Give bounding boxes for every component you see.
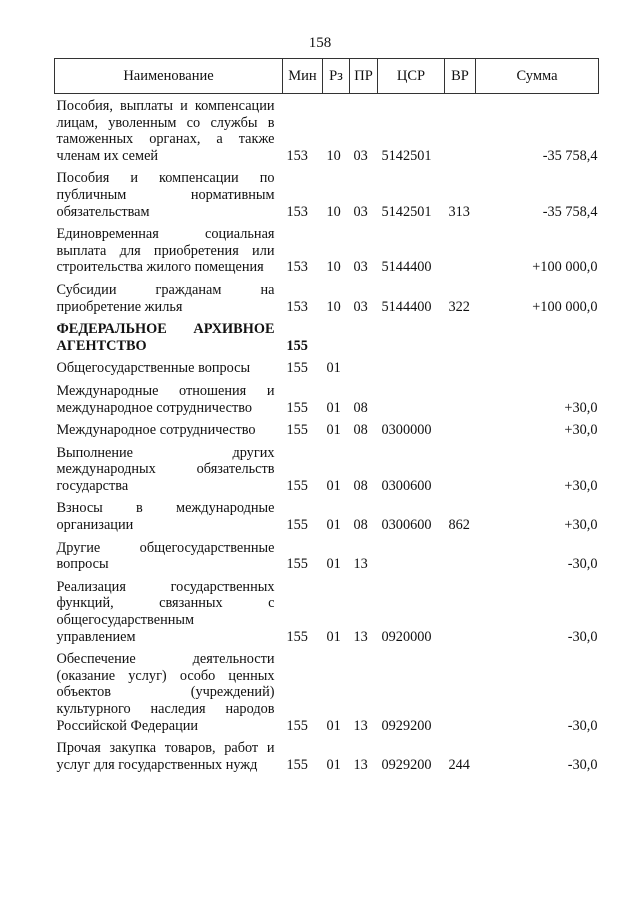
table-row: [55, 164, 599, 220]
row-sum: +30,0: [564, 399, 598, 416]
row-pr: [350, 315, 378, 354]
row-name: Международные отношения и международное сотрудничество: [56, 382, 275, 416]
row-rz: 10: [326, 147, 341, 164]
row-csr: 0920000: [381, 628, 432, 645]
row-rz: 01: [326, 717, 341, 734]
row-pr: 03: [353, 259, 368, 276]
row-min: 153: [286, 147, 308, 164]
row-rz: 10: [326, 259, 341, 276]
table-row: [55, 377, 599, 416]
table-row: [55, 220, 599, 276]
row-min: 155: [286, 556, 308, 573]
table-row: [55, 534, 599, 573]
table-row: [55, 315, 599, 354]
row-name: Реализация государственных функций, связанных с общегосударственным управлением: [56, 578, 275, 645]
row-rz: 10: [326, 298, 341, 315]
row-csr: 5144400: [381, 298, 432, 315]
row-sum: +30,0: [564, 477, 598, 494]
row-csr: 0929200: [381, 756, 432, 773]
row-sum: [476, 354, 599, 377]
header-vr: ВР: [445, 59, 476, 94]
row-min: 155: [286, 628, 308, 645]
row-sum: +30,0: [564, 517, 598, 534]
budget-table: [54, 58, 599, 773]
row-pr: 03: [353, 147, 368, 164]
row-rz: 01: [326, 477, 341, 494]
row-pr: 13: [353, 556, 368, 573]
row-sum: +100 000,0: [532, 298, 598, 315]
header-csr: ЦСР: [378, 59, 445, 94]
row-vr: [445, 315, 476, 354]
row-vr: 862: [448, 517, 470, 534]
row-vr: 244: [448, 756, 470, 773]
row-min: 155: [286, 756, 308, 773]
row-pr: 08: [353, 477, 368, 494]
table-row: [55, 276, 599, 315]
row-vr: 322: [448, 298, 470, 315]
row-pr: 13: [353, 756, 368, 773]
row-vr: [445, 354, 476, 377]
row-csr: 5142501: [381, 147, 432, 164]
row-vr: [445, 645, 476, 734]
table-header-row: [55, 59, 599, 94]
table-row: [55, 645, 599, 734]
table-row: [55, 416, 599, 439]
row-name: Другие общегосударственные вопросы: [56, 539, 275, 573]
row-vr: [445, 439, 476, 495]
row-pr: 03: [353, 298, 368, 315]
row-vr: [445, 573, 476, 645]
row-pr: 13: [353, 717, 368, 734]
table-row: [55, 734, 599, 773]
row-min: 153: [286, 203, 308, 220]
row-pr: 08: [353, 517, 368, 534]
row-vr: [445, 94, 476, 165]
row-name: Единовременная социальная выплата для приобретения или строительства жилого помещения: [56, 226, 275, 276]
table-row: [55, 94, 599, 165]
header-sum: Сумма: [476, 59, 599, 94]
row-csr: 5144400: [381, 259, 432, 276]
row-rz: 01: [326, 422, 341, 439]
row-name: Выполнение других международных обязательств государства: [56, 444, 275, 494]
row-vr: 313: [448, 203, 470, 220]
row-csr: [378, 377, 445, 416]
row-pr: [350, 354, 378, 377]
row-rz: 01: [326, 556, 341, 573]
table-row: [55, 354, 599, 377]
row-min: 155: [286, 717, 308, 734]
row-rz: 01: [326, 399, 341, 416]
row-name: Обеспечение деятельности (оказание услуг) особо ценных объектов (учреждений) культурного наследия народов Российской Федерации: [56, 651, 275, 734]
row-csr: [378, 354, 445, 377]
row-sum: [476, 315, 599, 354]
row-sum: -35 758,4: [542, 203, 598, 220]
row-rz: [323, 315, 350, 354]
row-name: Пособия и компенсации по публичным нормативным обязательствам: [56, 170, 275, 220]
row-name: Международное сотрудничество: [56, 422, 256, 439]
row-vr: [445, 416, 476, 439]
table-row: [55, 494, 599, 533]
row-name: ФЕДЕРАЛЬНОЕ АРХИВНОЕ АГЕНТСТВО: [56, 321, 275, 354]
row-vr: [445, 220, 476, 276]
row-csr: 0300600: [381, 517, 432, 534]
header-min: Мин: [283, 59, 323, 94]
row-min: 155: [286, 477, 308, 494]
row-pr: 08: [353, 399, 368, 416]
table-row: [55, 573, 599, 645]
row-rz: 01: [326, 360, 341, 377]
row-min: 155: [286, 422, 308, 439]
row-sum: -35 758,4: [542, 147, 598, 164]
row-csr: 0300000: [381, 422, 432, 439]
row-sum: -30,0: [567, 628, 598, 645]
row-name: Прочая закупка товаров, работ и услуг для государственных нужд: [56, 740, 275, 773]
row-vr: [445, 377, 476, 416]
row-min: 155: [286, 517, 308, 534]
header-pr: ПР: [350, 59, 378, 94]
row-min: 155: [286, 360, 308, 377]
row-sum: -30,0: [567, 756, 598, 773]
row-csr: [378, 534, 445, 573]
row-name: Субсидии гражданам на приобретение жилья: [56, 281, 275, 315]
row-min: 153: [286, 298, 308, 315]
row-name: Общегосударственные вопросы: [56, 360, 251, 377]
row-min: 155: [286, 337, 308, 354]
row-name: Пособия, выплаты и компенсации лицам, уволенным со службы в таможенных органах, а также членам их семей: [56, 98, 275, 164]
row-csr: 0300600: [381, 477, 432, 494]
row-rz: 01: [326, 517, 341, 534]
row-pr: 03: [353, 203, 368, 220]
row-csr: 5142501: [381, 203, 432, 220]
row-pr: 13: [353, 628, 368, 645]
table-row: [55, 439, 599, 495]
row-rz: 01: [326, 756, 341, 773]
header-rz: Рз: [323, 59, 350, 94]
row-min: 153: [286, 259, 308, 276]
row-csr: 0929200: [381, 717, 432, 734]
row-vr: [445, 534, 476, 573]
row-sum: +30,0: [564, 422, 598, 439]
row-sum: -30,0: [567, 556, 598, 573]
row-sum: -30,0: [567, 717, 598, 734]
row-csr: [378, 315, 445, 354]
row-min: 155: [286, 399, 308, 416]
page-number: 158: [308, 35, 332, 51]
row-name: Взносы в международные организации: [56, 500, 275, 534]
row-rz: 10: [326, 203, 341, 220]
row-rz: 01: [326, 628, 341, 645]
header-name: Наименование: [55, 59, 283, 94]
row-sum: +100 000,0: [532, 259, 598, 276]
row-pr: 08: [353, 422, 368, 439]
